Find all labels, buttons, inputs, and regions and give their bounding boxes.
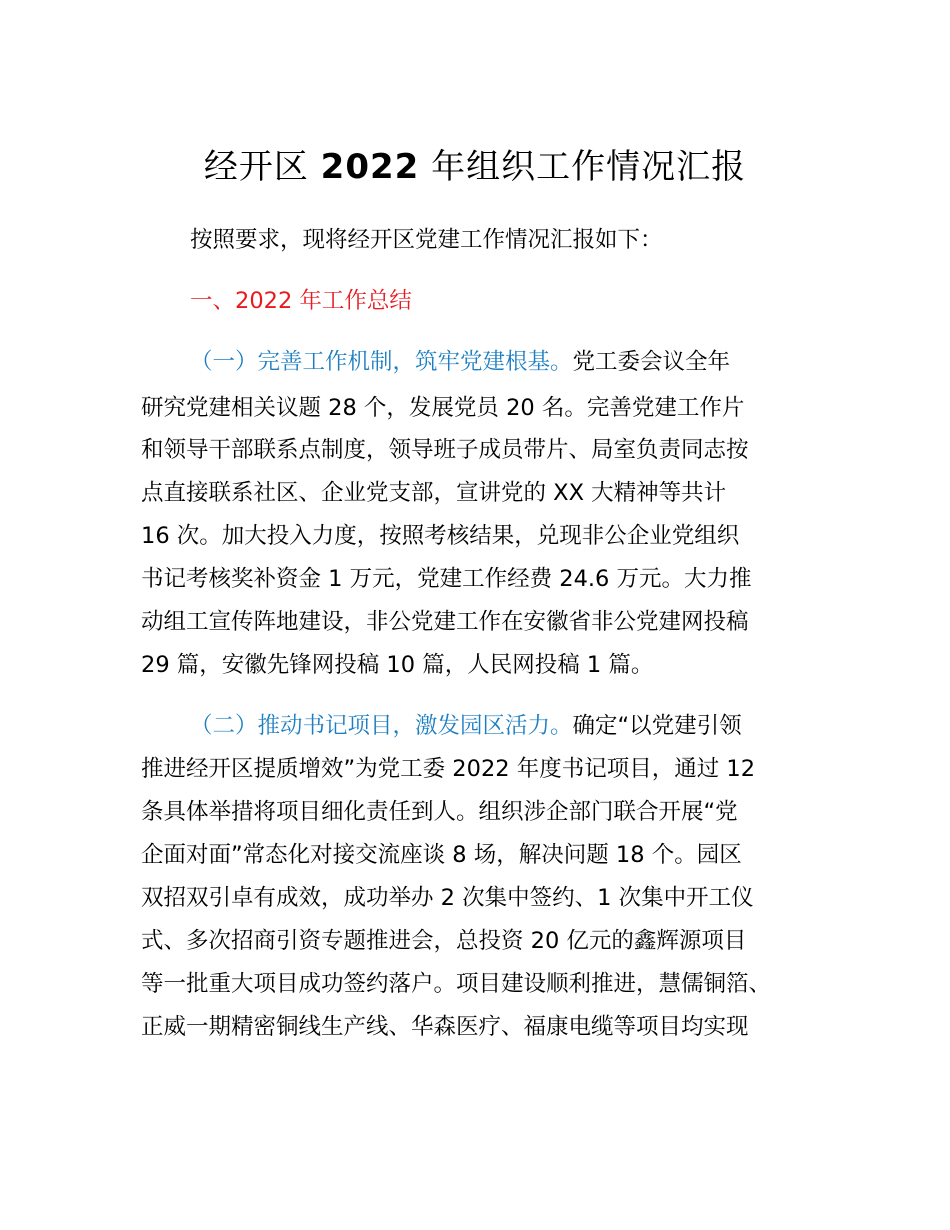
paragraph-2-line: 等一批重大项目成功签约落户。项目建设顺利推进，慧儒铜箔、 xyxy=(141,971,772,997)
paragraph-2-line: 企面对面”常态化对接交流座谈 8 场，解决问题 18 个。园区 xyxy=(141,842,742,868)
paragraph-2-line: 正威一期精密铜线生产线、华森医疗、福康电缆等项目均实现 xyxy=(141,1014,749,1040)
title-prefix: 经开区 xyxy=(203,147,309,187)
paragraph-1-heading: （一）完善工作机制，筑牢党建根基。 xyxy=(190,349,573,375)
page-title xyxy=(0,142,950,192)
paragraph-1-line: 研究党建相关议题 28 个，发展党员 20 名。完善党建工作片 xyxy=(141,395,745,421)
paragraph-1-line: 动组工宣传阵地建设，非公党建工作在安徽省非公党建网投稿 xyxy=(141,609,749,635)
paragraph-1-line: 点直接联系社区、企业党支部，宣讲党的 XX 大精神等共计 xyxy=(141,480,727,506)
paragraph-2-heading: （二）推动书记项目，激发园区活力。 xyxy=(190,713,573,739)
paragraph-2-line: 条具体举措将项目细化责任到人。组织涉企部门联合开展“党 xyxy=(141,799,738,825)
paragraph-1-first-line xyxy=(190,346,730,378)
title-suffix: 年组织工作情况汇报 xyxy=(431,147,747,187)
title-year: 2022 xyxy=(320,147,420,187)
paragraph-2-line: 式、多次招商引资专题推进会，总投资 20 亿元的鑫辉源项目 xyxy=(141,928,747,954)
paragraph-1-line: 29 篇，安徽先锋网投稿 10 篇，人民网投稿 1 篇。 xyxy=(141,652,654,678)
paragraph-2-first-line xyxy=(190,710,742,742)
section-heading: 一、2022 年工作总结 xyxy=(190,288,412,314)
paragraph-2-first-line-text: 确定“以党建引领 xyxy=(572,713,742,739)
paragraph-2-line: 双招双引卓有成效，成功举办 2 次集中签约、1 次集中开工仪 xyxy=(141,885,754,911)
intro-paragraph: 按照要求，现将经开区党建工作情况汇报如下： xyxy=(190,227,663,253)
paragraph-1-line: 和领导干部联系点制度，领导班子成员带片、局室负责同志按 xyxy=(141,437,749,463)
paragraph-1-line: 书记考核奖补资金 1 万元，党建工作经费 24.6 万元。大力推 xyxy=(141,566,752,592)
paragraph-1-first-line-text: 党工委会议全年 xyxy=(572,349,731,375)
paragraph-2-line: 推进经开区提质增效”为党工委 2022 年度书记项目，通过 12 xyxy=(141,756,756,782)
paragraph-1-line: 16 次。加大投入力度，按照考核结果，兑现非公企业党组织 xyxy=(141,523,740,549)
